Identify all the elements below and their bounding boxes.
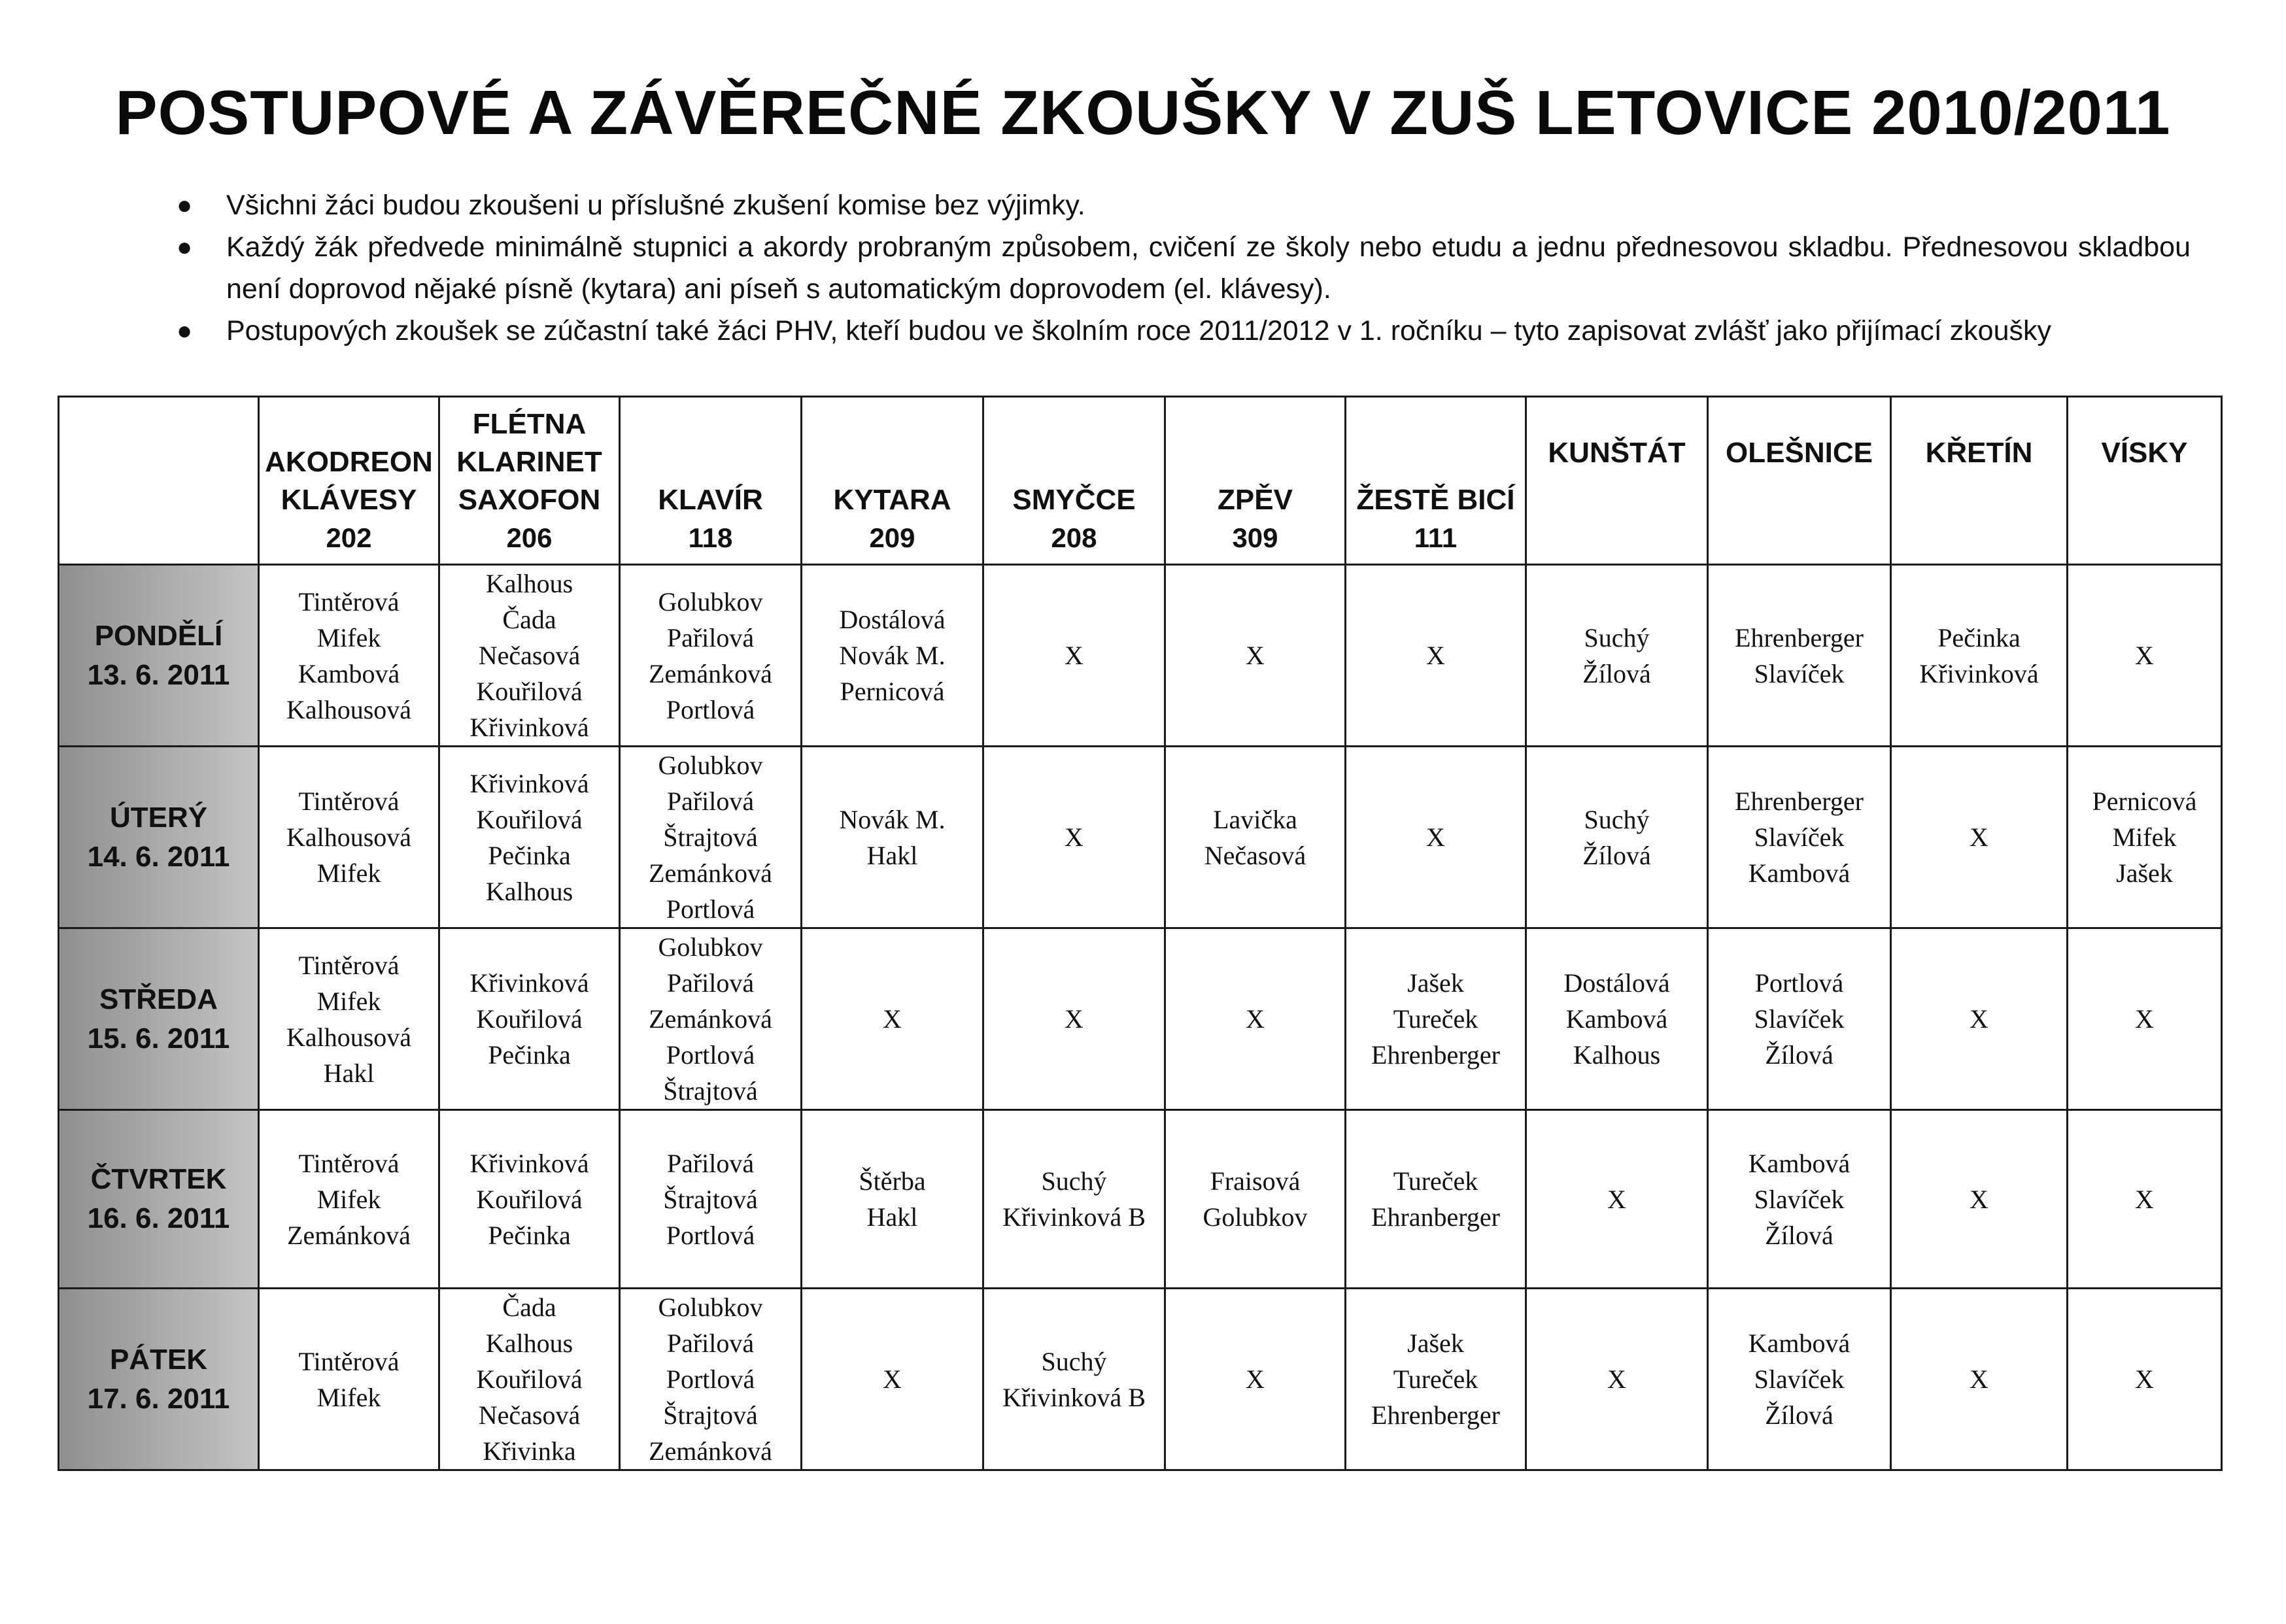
bullet-icon: ● bbox=[177, 233, 193, 262]
day-cell bbox=[59, 1110, 259, 1289]
student-name: Křivinková bbox=[1919, 658, 2039, 688]
note-text: Postupových zkoušek se zúčastní také žáci PHV, kteří budou ve školním roce 2011/2012 v 1. ročníku – tyto zapisovat zvlášť jako přijímací zkoušky bbox=[226, 315, 2051, 347]
day-date: 16. 6. 2011 bbox=[87, 1202, 230, 1234]
student-name: Slavíček bbox=[1754, 658, 1845, 688]
student-name: Čada bbox=[502, 1293, 556, 1322]
column-name: FLÉTNA KLARINET SAXOFON bbox=[456, 408, 602, 516]
schedule-cell bbox=[2068, 747, 2222, 928]
table-row bbox=[59, 928, 2222, 1110]
schedule-cell bbox=[1891, 565, 2068, 747]
student-name: Ehrenberger bbox=[1371, 1400, 1500, 1430]
schedule-cell bbox=[1526, 1110, 1708, 1289]
student-name: X bbox=[2135, 641, 2154, 670]
schedule-cell bbox=[2068, 1110, 2222, 1289]
bullet-icon: ● bbox=[177, 316, 193, 345]
student-name: Novák M. bbox=[839, 804, 946, 834]
schedule-cell bbox=[2068, 1289, 2222, 1470]
schedule-cell bbox=[802, 1289, 983, 1470]
day-date: 15. 6. 2011 bbox=[87, 1022, 230, 1055]
schedule-cell bbox=[259, 747, 439, 928]
student-name: Pařilová bbox=[666, 968, 755, 998]
schedule-cell bbox=[1708, 747, 1891, 928]
student-name: Kalhous bbox=[485, 569, 573, 598]
student-name: X bbox=[1970, 1184, 1988, 1214]
student-name: Mifek bbox=[316, 1184, 381, 1214]
student-name: Golubkov bbox=[658, 751, 763, 780]
student-name: Kalhousová bbox=[286, 822, 412, 852]
student-name: Mifek bbox=[316, 986, 381, 1016]
schedule-cell bbox=[620, 747, 802, 928]
student-name: Zemánková bbox=[649, 1436, 772, 1466]
column-header bbox=[439, 397, 620, 565]
schedule-cell bbox=[620, 928, 802, 1110]
student-name: Křivinka bbox=[483, 1436, 576, 1466]
student-name: Zemánková bbox=[287, 1220, 411, 1250]
student-name: Suchý bbox=[1041, 1166, 1107, 1196]
schedule-cell bbox=[1526, 565, 1708, 747]
student-name: Pečinka bbox=[488, 840, 571, 870]
room-number: 111 bbox=[1414, 522, 1458, 553]
student-name: X bbox=[1065, 1004, 1083, 1034]
student-name: Štrajtová bbox=[663, 1076, 758, 1106]
room-number: 309 bbox=[1232, 522, 1278, 553]
room-number: 208 bbox=[1051, 522, 1097, 553]
student-name: Pernicová bbox=[2092, 787, 2197, 816]
student-name: Kalhous bbox=[485, 876, 573, 906]
student-name: Kouřilová bbox=[476, 804, 583, 834]
column-header bbox=[1708, 397, 1891, 565]
day-name: STŘEDA bbox=[99, 983, 218, 1015]
column-header bbox=[802, 397, 983, 565]
student-name: Golubkov bbox=[658, 932, 763, 962]
student-name: X bbox=[1065, 822, 1083, 852]
student-name: Fraisová bbox=[1210, 1166, 1301, 1196]
student-name: Slavíček bbox=[1754, 1184, 1845, 1214]
column-name: KLAVÍR bbox=[658, 484, 763, 516]
student-name: Tureček bbox=[1393, 1364, 1478, 1394]
schedule-cell bbox=[1891, 1289, 2068, 1470]
schedule-cell bbox=[1891, 928, 2068, 1110]
column-header bbox=[259, 397, 439, 565]
student-name: X bbox=[1426, 641, 1445, 670]
student-name: Nečasová bbox=[478, 1400, 581, 1430]
schedule-cell bbox=[802, 1110, 983, 1289]
student-name: Nečasová bbox=[1204, 840, 1306, 870]
student-name: Slavíček bbox=[1754, 1004, 1845, 1034]
schedule-cell bbox=[2068, 928, 2222, 1110]
student-name: Kalhousová bbox=[286, 694, 412, 724]
column-header bbox=[983, 397, 1165, 565]
page-title: POSTUPOVÉ A ZÁVĚREČNÉ ZKOUŠKY V ZUŠ LETOVICE 2010/2011 bbox=[115, 78, 2171, 148]
column-name: KUNŠTÁT bbox=[1548, 437, 1686, 469]
header-row bbox=[59, 397, 2222, 565]
schedule-cell bbox=[620, 565, 802, 747]
schedule-cell bbox=[1526, 928, 1708, 1110]
schedule-cell bbox=[439, 747, 620, 928]
note-item bbox=[163, 226, 2191, 310]
student-name: Kambová bbox=[298, 658, 400, 688]
schedule-cell bbox=[439, 1110, 620, 1289]
student-name: Křivinková bbox=[469, 1148, 589, 1178]
student-name: X bbox=[1426, 822, 1445, 852]
student-name: Tintěrová bbox=[298, 586, 400, 617]
student-name: X bbox=[2135, 1004, 2154, 1034]
room-number: 202 bbox=[326, 522, 372, 553]
schedule-cell bbox=[259, 1110, 439, 1289]
student-name: Slavíček bbox=[1754, 1364, 1845, 1394]
room-number: 206 bbox=[506, 522, 553, 553]
student-name: X bbox=[1970, 1004, 1988, 1034]
student-name: X bbox=[1246, 1004, 1265, 1034]
student-name: Štěrba bbox=[859, 1166, 926, 1196]
schedule-cell bbox=[1346, 928, 1526, 1110]
schedule-cell bbox=[259, 1289, 439, 1470]
student-name: Žílová bbox=[1582, 840, 1651, 870]
student-name: Nečasová bbox=[478, 641, 581, 670]
column-name: OLEŠNICE bbox=[1726, 437, 1873, 469]
student-name: X bbox=[883, 1004, 902, 1034]
student-name: Kalhous bbox=[1573, 1040, 1661, 1070]
schedule-cell bbox=[259, 565, 439, 747]
student-name: Kalhousová bbox=[286, 1022, 412, 1052]
student-name: Žílová bbox=[1765, 1220, 1834, 1250]
schedule-cell bbox=[983, 565, 1165, 747]
schedule-cell bbox=[1891, 1110, 2068, 1289]
schedule-cell bbox=[1165, 1289, 1346, 1470]
student-name: Žílová bbox=[1765, 1040, 1834, 1070]
column-name: SMYČCE bbox=[1012, 484, 1136, 516]
schedule-cell bbox=[1526, 747, 1708, 928]
student-name: Jašek bbox=[2116, 858, 2173, 888]
note-item bbox=[163, 310, 2191, 352]
student-name: Ehrenberger bbox=[1735, 787, 1864, 816]
student-name: Zemánková bbox=[649, 1004, 772, 1034]
student-name: Pařilová bbox=[666, 787, 755, 816]
student-name: Tureček bbox=[1393, 1004, 1478, 1034]
student-name: Kalhous bbox=[485, 1328, 573, 1358]
day-name: PONDĚLÍ bbox=[94, 619, 223, 652]
column-header bbox=[1891, 397, 2068, 565]
schedule-cell bbox=[983, 1110, 1165, 1289]
schedule-cell bbox=[1708, 1289, 1891, 1470]
student-name: X bbox=[1970, 1364, 1988, 1394]
column-name: ZPĚV bbox=[1218, 484, 1293, 516]
column-name: KŘETÍN bbox=[1925, 437, 2033, 469]
student-name: Jašek bbox=[1407, 968, 1464, 998]
table-row bbox=[59, 1110, 2222, 1289]
column-header bbox=[2068, 397, 2222, 565]
corner-cell bbox=[59, 397, 259, 565]
column-name: ŽESTĚ BICÍ bbox=[1356, 484, 1515, 516]
student-name: Portlová bbox=[666, 1364, 755, 1394]
day-cell bbox=[59, 565, 259, 747]
schedule-cell bbox=[1346, 565, 1526, 747]
schedule-cell bbox=[802, 747, 983, 928]
student-name: X bbox=[1246, 1364, 1265, 1394]
schedule-cell bbox=[1708, 565, 1891, 747]
student-name: Mifek bbox=[316, 858, 381, 888]
schedule-cell bbox=[1165, 565, 1346, 747]
schedule-cell bbox=[439, 928, 620, 1110]
student-name: Křivinková bbox=[469, 968, 589, 998]
student-name: Dostálová bbox=[839, 605, 946, 634]
student-name: Žílová bbox=[1765, 1400, 1834, 1430]
column-header bbox=[1165, 397, 1346, 565]
student-name: Štrajtová bbox=[663, 1184, 758, 1214]
student-name: Zemánková bbox=[649, 858, 772, 888]
day-name: PÁTEK bbox=[109, 1343, 208, 1376]
student-name: Mifek bbox=[316, 1382, 381, 1412]
student-name: Suchý bbox=[1584, 622, 1650, 652]
student-name: X bbox=[1065, 641, 1083, 670]
schedule-cell bbox=[1346, 1289, 1526, 1470]
student-name: X bbox=[1607, 1184, 1626, 1214]
schedule-cell bbox=[1708, 928, 1891, 1110]
student-name: Portlová bbox=[666, 1040, 755, 1070]
day-name: ÚTERÝ bbox=[109, 801, 208, 834]
student-name: Portlová bbox=[666, 1220, 755, 1250]
schedule-cell bbox=[1346, 747, 1526, 928]
column-header bbox=[620, 397, 802, 565]
day-date: 17. 6. 2011 bbox=[87, 1382, 230, 1415]
day-cell bbox=[59, 928, 259, 1110]
student-name: Portlová bbox=[666, 894, 755, 924]
student-name: X bbox=[2135, 1364, 2154, 1394]
student-name: Suchý bbox=[1584, 804, 1650, 834]
student-name: Tintěrová bbox=[298, 950, 400, 980]
student-name: Pečinka bbox=[488, 1220, 571, 1250]
schedule-cell bbox=[983, 928, 1165, 1110]
student-name: Mifek bbox=[2112, 822, 2177, 852]
column-header bbox=[1346, 397, 1526, 565]
student-name: Hakl bbox=[866, 840, 918, 870]
day-date: 13. 6. 2011 bbox=[87, 658, 230, 691]
student-name: Pečinka bbox=[488, 1040, 571, 1070]
student-name: Žílová bbox=[1582, 658, 1651, 688]
student-name: Hakl bbox=[323, 1058, 375, 1088]
column-header bbox=[1526, 397, 1708, 565]
student-name: Kouřilová bbox=[476, 1004, 583, 1034]
schedule-cell bbox=[2068, 565, 2222, 747]
schedule-cell bbox=[1526, 1289, 1708, 1470]
column-name: KYTARA bbox=[833, 484, 951, 516]
schedule-cell bbox=[983, 1289, 1165, 1470]
room-number: 209 bbox=[869, 522, 915, 553]
student-name: Tintěrová bbox=[298, 1346, 400, 1376]
student-name: Křivinková bbox=[469, 713, 589, 742]
student-name: Portlová bbox=[1754, 968, 1844, 998]
note-item bbox=[163, 184, 2191, 226]
student-name: Kouřilová bbox=[476, 1184, 583, 1214]
student-name: Golubkov bbox=[658, 1293, 763, 1322]
student-name: Kambová bbox=[1748, 1328, 1851, 1358]
table-row bbox=[59, 1289, 2222, 1470]
student-name: Křivinková B bbox=[1002, 1202, 1146, 1232]
schedule-cell bbox=[620, 1110, 802, 1289]
student-name: Mifek bbox=[316, 622, 381, 652]
student-name: Kambová bbox=[1565, 1004, 1668, 1034]
student-name: Hakl bbox=[866, 1202, 918, 1232]
student-name: X bbox=[1607, 1364, 1626, 1394]
schedule-cell bbox=[802, 928, 983, 1110]
student-name: Tintěrová bbox=[298, 787, 400, 816]
student-name: Kouřilová bbox=[476, 1364, 583, 1394]
student-name: Tureček bbox=[1393, 1166, 1478, 1196]
day-date: 14. 6. 2011 bbox=[87, 840, 230, 873]
student-name: Ehrenberger bbox=[1735, 622, 1864, 652]
student-name: X bbox=[2135, 1184, 2154, 1214]
student-name: Pařilová bbox=[666, 1328, 755, 1358]
schedule-cell bbox=[1891, 747, 2068, 928]
schedule-cell bbox=[1708, 1110, 1891, 1289]
student-name: Jašek bbox=[1407, 1328, 1464, 1358]
student-name: Křivinková B bbox=[1002, 1382, 1146, 1412]
student-name: Ehrenberger bbox=[1371, 1040, 1500, 1070]
student-name: Pařilová bbox=[666, 1148, 755, 1178]
student-name: Pernicová bbox=[840, 677, 945, 706]
student-name: Slavíček bbox=[1754, 822, 1845, 852]
room-number: 118 bbox=[688, 522, 733, 553]
note-text: Každý žák předvede minimálně stupnici a akordy probraným způsobem, cvičení ze školy nebo etudu a jednu přednesovou skladbu. Přednesovou skladbou není doprovod nějaké písně (kytara) ani píseň s automatickým doprovodem (el. klávesy). bbox=[226, 231, 2191, 305]
column-name: AKODREON KLÁVESY bbox=[265, 446, 433, 516]
note-text: Všichni žáci budou zkoušeni u příslušné zkušení komise bez výjimky. bbox=[226, 190, 1085, 221]
table-row bbox=[59, 565, 2222, 747]
student-name: X bbox=[1246, 641, 1265, 670]
schedule-cell bbox=[620, 1289, 802, 1470]
student-name: Tintěrová bbox=[298, 1148, 400, 1178]
student-name: Suchý bbox=[1041, 1346, 1107, 1376]
exam-schedule-table bbox=[58, 396, 2223, 1471]
student-name: Portlová bbox=[666, 694, 755, 724]
schedule-cell bbox=[1346, 1110, 1526, 1289]
student-name: Křivinková bbox=[469, 768, 589, 798]
schedule-body bbox=[59, 565, 2222, 1470]
student-name: Kouřilová bbox=[476, 677, 583, 706]
bullet-icon: ● bbox=[177, 191, 193, 220]
schedule-cell bbox=[802, 565, 983, 747]
schedule-cell bbox=[1165, 747, 1346, 928]
student-name: X bbox=[1970, 822, 1988, 852]
day-cell bbox=[59, 747, 259, 928]
schedule-cell bbox=[1165, 1110, 1346, 1289]
notes-list bbox=[163, 184, 2191, 352]
student-name: Golubkov bbox=[1203, 1202, 1308, 1232]
day-name: ČTVRTEK bbox=[90, 1163, 227, 1195]
column-name: VÍSKY bbox=[2101, 437, 2188, 469]
student-name: Zemánková bbox=[649, 658, 772, 688]
schedule-cell bbox=[439, 1289, 620, 1470]
student-name: Dostálová bbox=[1563, 968, 1670, 998]
table-row bbox=[59, 747, 2222, 928]
student-name: Pařilová bbox=[666, 622, 755, 652]
student-name: Novák M. bbox=[839, 641, 946, 670]
student-name: Pečinka bbox=[1937, 622, 2021, 652]
schedule-cell bbox=[259, 928, 439, 1110]
student-name: Kambová bbox=[1748, 858, 1851, 888]
day-cell bbox=[59, 1289, 259, 1470]
student-name: Štrajtová bbox=[663, 822, 758, 852]
student-name: Golubkov bbox=[658, 586, 763, 617]
schedule-cell bbox=[983, 747, 1165, 928]
student-name: Čada bbox=[502, 605, 556, 634]
schedule-cell bbox=[1165, 928, 1346, 1110]
schedule-cell bbox=[439, 565, 620, 747]
student-name: X bbox=[883, 1364, 902, 1394]
student-name: Štrajtová bbox=[663, 1400, 758, 1430]
student-name: Ehranberger bbox=[1371, 1202, 1500, 1232]
student-name: Lavička bbox=[1213, 804, 1297, 834]
student-name: Kambová bbox=[1748, 1148, 1851, 1178]
